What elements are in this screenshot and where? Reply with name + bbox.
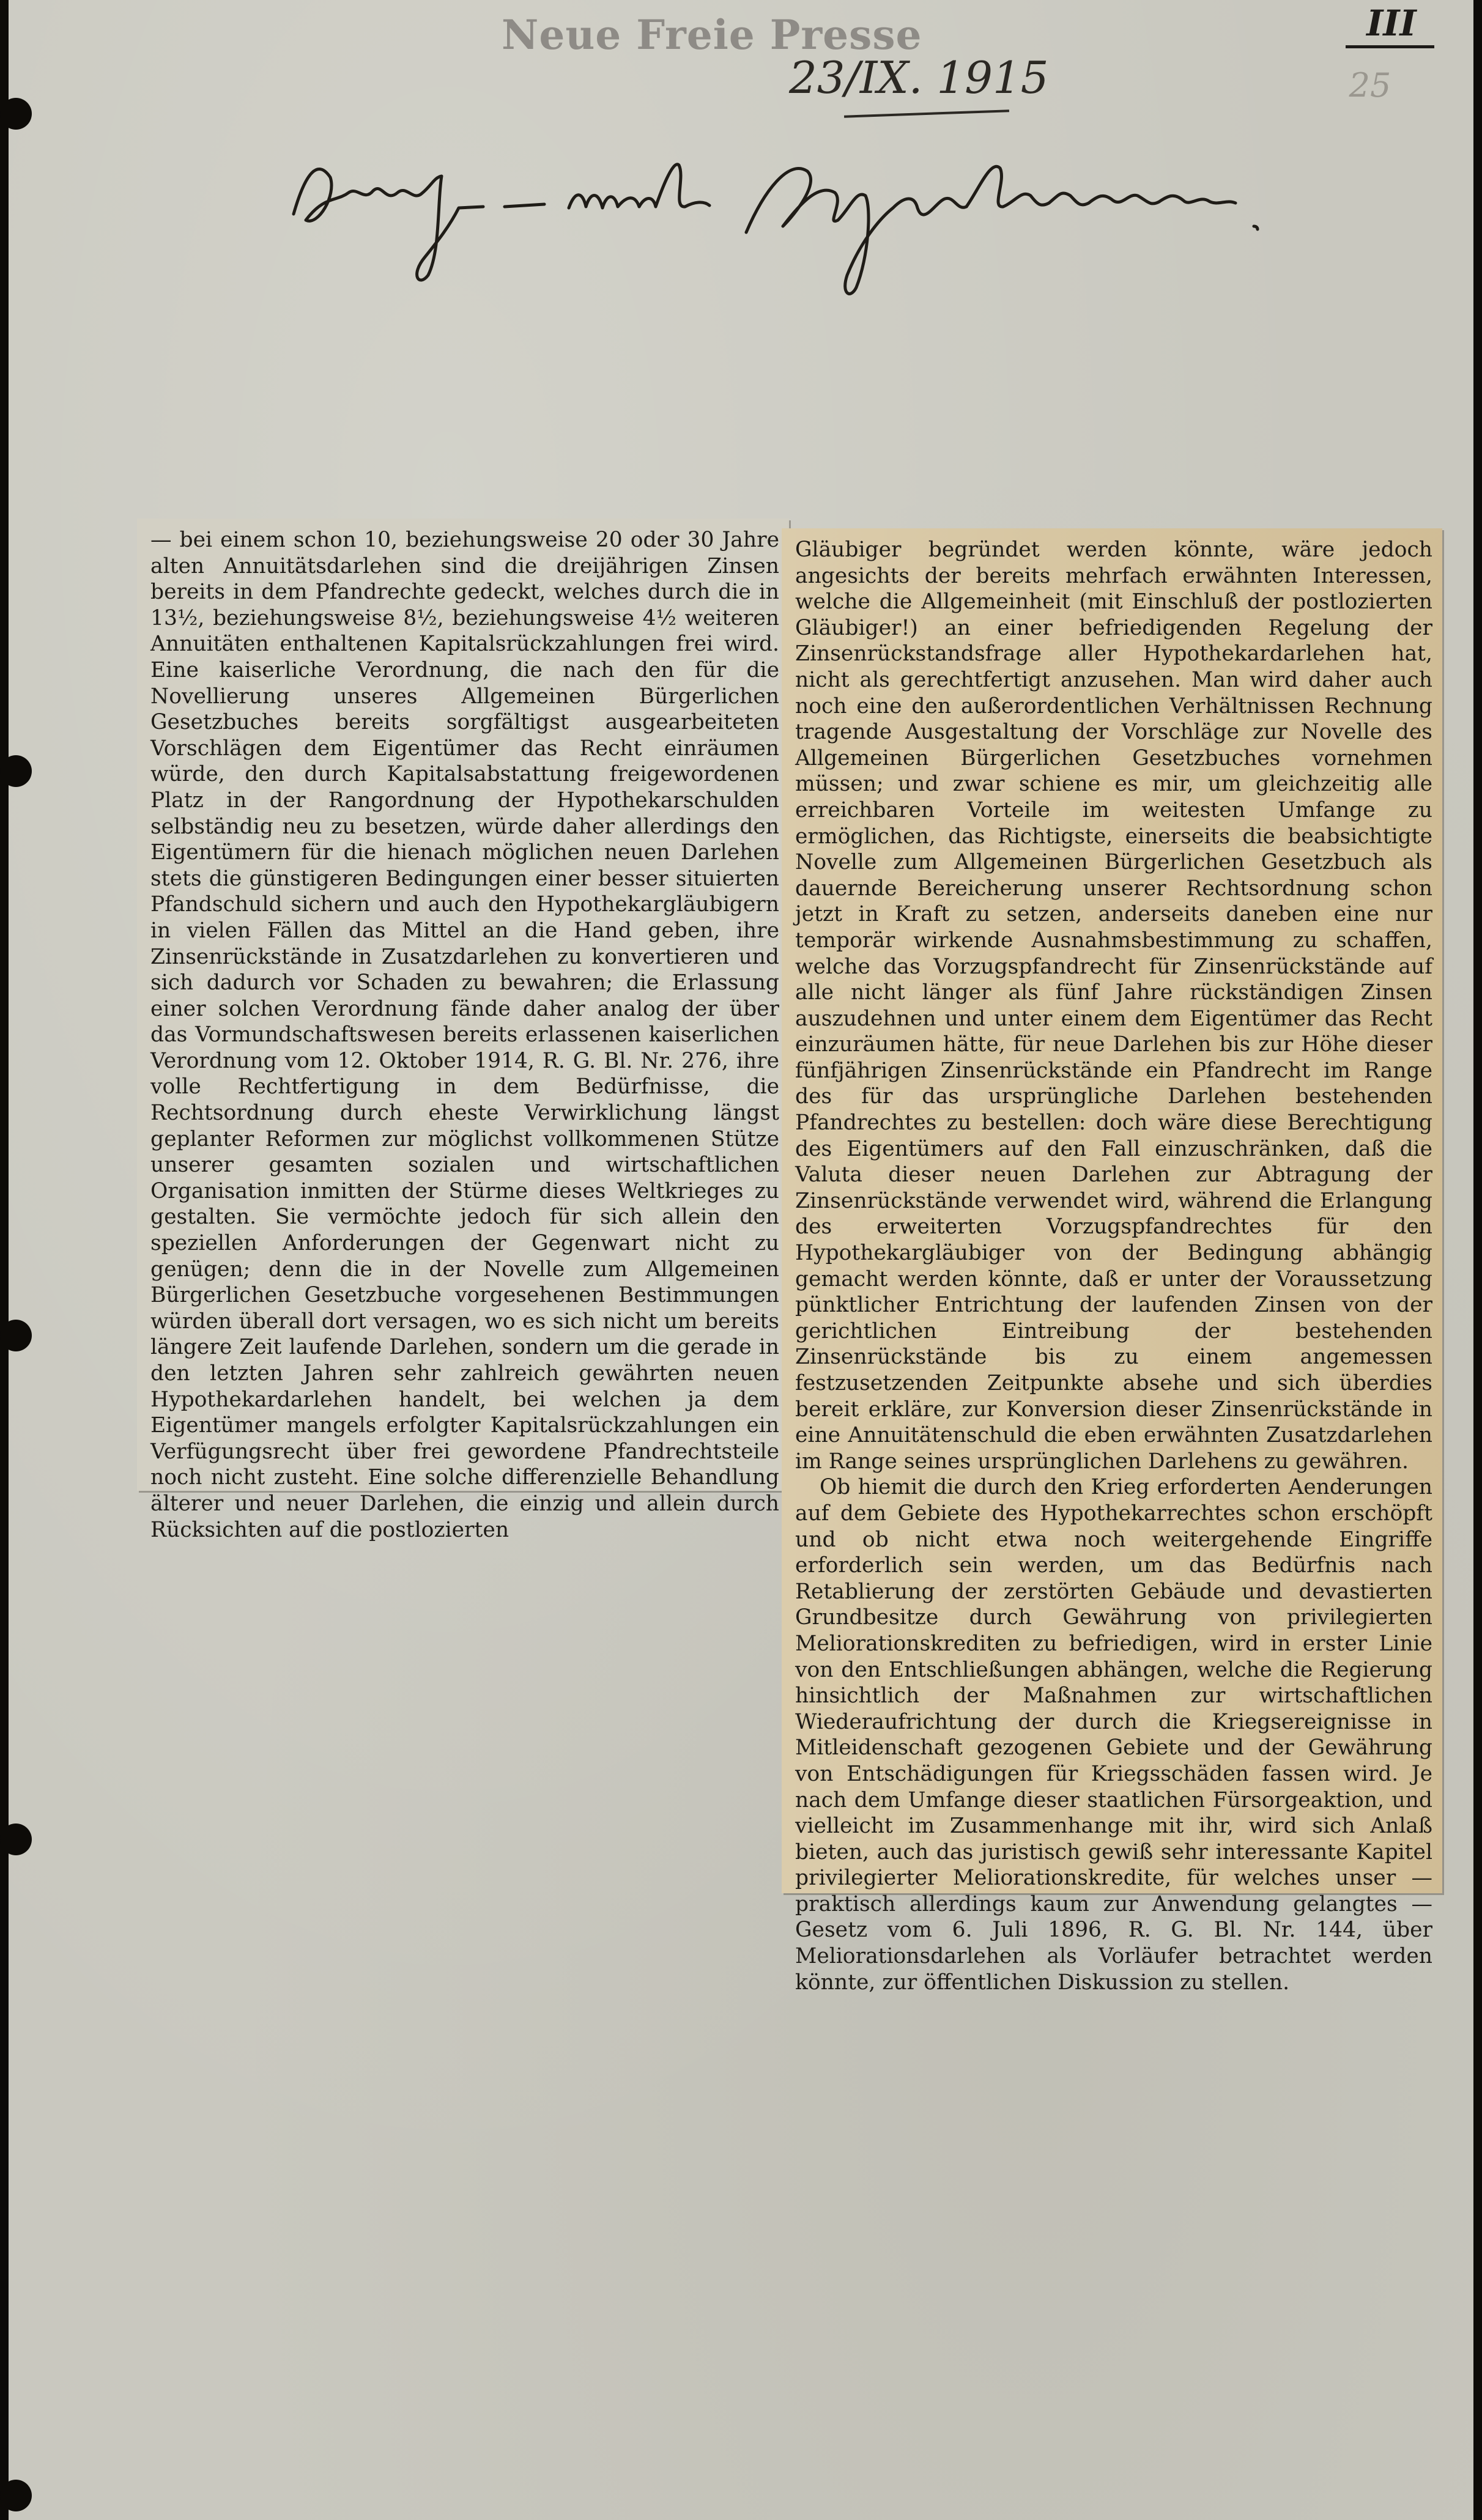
punch-hole: [0, 1823, 32, 1855]
folio-number: III: [1366, 2, 1417, 44]
handwritten-title: [281, 135, 1291, 318]
folio-rule: [1346, 45, 1434, 48]
left-paragraph: — bei einem schon 10, beziehungsweise 20 oder 30 Jahre alten Annuitätsdarlehen sind die dreijährigen Zinsen bereits in dem Pfandrechte gedeckt, welches durch die in 13½, beziehungsweise 8½, beziehungsweise 4½ weiteren Annuitäten enthaltenen Kapitalsrückzahlungen frei wird. Eine kaiserliche Verordnung, die nach den für die Novellierung unseres Allgemeinen Bürgerlichen Gesetzbuches bereits sorgfältigst ausgearbeiteten Vorschlägen dem Eigentümer das Recht einräumen würde, den durch Kapitalsabstattung freigewordenen Platz in der Rangordnung der Hypothekarschulden selbständig neu zu besetzen, würde daher allerdings den Eigentümern für die hienach möglichen neuen Darlehen stets die günstigeren Bedingungen einer besser situierten Pfandschuld sichern und auch den Hypothekargläubigern in vielen Fällen das Mittel an die Hand geben, ihre Zinsenrückstände in Zusatzdarlehen zu konvertieren und sich dadurch vor Schaden zu bewahren; die Erlassung einer solchen Verordnung fände daher analog der über das Vormundschaftswesen bereits erlassenen kaiserlichen Verordnung vom 12. Oktober 1914, R. G. Bl. Nr. 276, ihre volle Rechtfertigung in dem Bedürfnisse, die Rechtsordnung durch eheste Verwirklichung längst geplanter Reformen zur möglichst vollkommenen Stütze unserer gesamten sozialen und wirtschaftlichen Organisation inmitten der Stürme dieses Weltkrieges zu gestalten. Sie vermöchte jedoch für sich allein den speziellen Anforderungen der Gegenwart nicht zu genügen; denn die in der Novelle zum Allgemeinen Bürgerlichen Gesetzbuche vorgesehenen Bestimmungen würden überall dort versagen, wo es sich nicht um bereits längere Zeit laufende Darlehen, sondern um die gerade in den letzten Jahren sehr zahlreich gewährten neuen Hypothekardarlehen handelt, bei welchen ja dem Eigentümer mangels erfolgter Kapitalsrückzahlungen ein Verfügungsrecht über frei gewordene Pfandrechtsteile noch nicht zusteht. Eine solche differenzielle Behandlung älterer und neuer Darlehen, die einzig und allein durch Rücksichten auf die postlozierten: [150, 528, 779, 1542]
handwritten-date: 23/IX. 1915: [789, 52, 1049, 103]
punch-hole: [0, 755, 32, 787]
clipping-right-column: [782, 528, 1442, 1995]
punch-hole: [0, 1320, 32, 1351]
right-paragraph: Ob hiemit die durch den Krieg erforderten Aenderungen auf dem Gebiete des Hypothekarrechtes schon erschöpft und ob nicht etwa noch weitergehende Eingriffe erforderlich sein werden, um das Bedürfnis nach Retablierung der zerstörten Gebäude und devastierten Grundbesitze durch Gewährung von privilegierten Meliorationskrediten zu befriedigen, wird in erster Linie von den Entschließungen abhängen, welche die Regierung hinsichtlich der Maßnahmen zur wirtschaftlichen Wiederaufrichtung der durch die Kriegsereignisse in Mitleidenschaft gezogenen Gebiete und der Gewährung von Entschädigungen für Kriegsschäden fassen wird. Je nach dem Umfange dieser staatlichen Fürsorgeaktion, und vielleicht im Zusammenhange mit ihr, wird sich Anlaß bieten, auch das juristisch gewiß sehr interessante Kapitel privilegierter Meliorationskredite, für welches unser — praktisch allerdings kaum zur Anwendung gelangtes — Gesetz vom 6. Juli 1896, R. G. Bl. Nr. 144, über Meliorationsdarlehen als Vorläufer betrachtet werden könnte, zur öffentlichen Diskussion zu stellen.: [795, 1475, 1432, 1995]
clipping-left-column: [137, 519, 789, 1542]
newspaper-stamp: Neue Freie Presse: [502, 11, 922, 59]
page-number: 25: [1349, 66, 1391, 105]
punch-hole: [0, 2480, 32, 2511]
punch-hole: [0, 98, 32, 130]
right-paragraph: Gläubiger begründet werden könnte, wäre jedoch angesichts der bereits mehrfach erwähnten Interessen, welche die Allgemeinheit (mit Einschluß der postlozierten Gläubiger!) an einer befriedigenden Regelung der Zinsenrückstandsfrage aller Hypothekardarlehen hat, nicht als gerechtfertigt anzusehen. Man wird daher auch noch eine den außerordentlichen Verhältnissen Rechnung tragende Ausgestaltung der Vorschläge zur Novelle des Allgemeinen Bürgerlichen Gesetzbuches vornehmen müssen; und zwar schiene es mir, um gleichzeitig alle erreichbaren Vorteile im weitesten Umfange zu ermöglichen, das Richtigste, einerseits die beabsichtigte Novelle zum Allgemeinen Bürgerlichen Gesetzbuch als dauernde Bereicherung unserer Rechtsordnung schon jetzt in Kraft zu setzen, anderseits daneben eine nur temporär wirkende Ausnahmsbestimmung zu schaffen, welche das Vorzugspfandrecht für Zinsenrückstände auf alle nicht länger als fünf Jahre rückständigen Zinsen auszudehnen und unter einem dem Eigentümer das Recht einzuräumen hätte, für neue Darlehen bis zur Höhe dieser fünfjährigen Zinsenrückstände ein Pfandrecht im Range des für das ursprüngliche Darlehen bestehenden Pfandrechtes zu bestellen: doch wäre diese Berechtigung des Eigentümers auf den Fall einzuschränken, daß die Valuta dieser neuen Darlehen zur Abtragung der Zinsenrückstände verwendet wird, während die Erlangung des erweiterten Vorzugspfandrechtes für den Hypothekargläubiger von der Bedingung abhängig gemacht werden könnte, daß er unter der Voraussetzung pünktlicher Entrichtung der laufenden Zinsen von der gerichtlichen Eintreibung der bestehenden Zinsenrückstände bis zu einem angemessen festzusetzenden Zeitpunkte absehe und sich überdies bereit erkläre, zur Konversion dieser Zinsenrückstände in eine Annuitätenschuld die eben erwähnten Zusatzdarlehen im Range seines ursprünglichen Darlehens zu gewähren.: [795, 538, 1432, 1474]
